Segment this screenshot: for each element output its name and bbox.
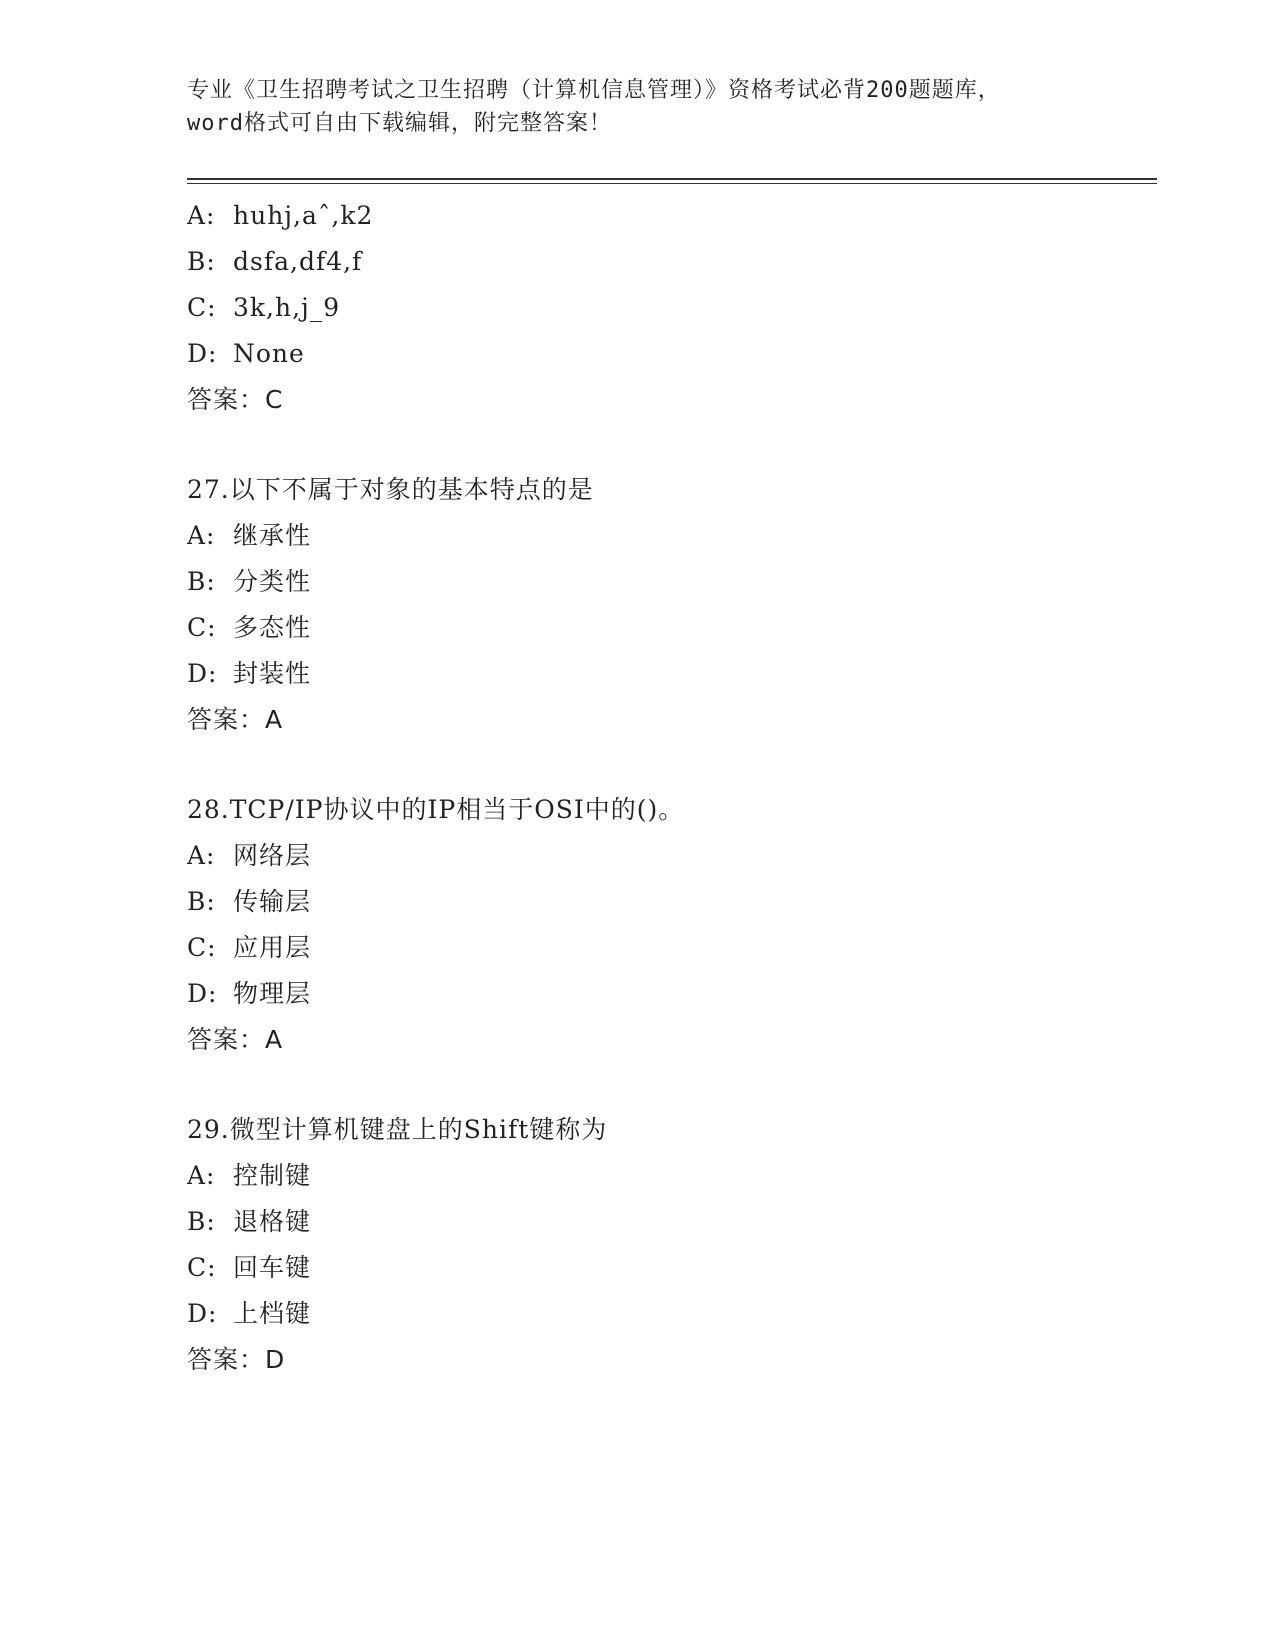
question-list — [187, 193, 1147, 1383]
header-line-2: word格式可自由下载编辑，附完整答案！ — [187, 111, 612, 136]
option-text: 回车键 — [233, 1253, 312, 1282]
answer-line: 答案：A — [187, 705, 284, 734]
option-a: A: 继承性 — [187, 521, 312, 550]
option-text: 退格键 — [233, 1207, 312, 1236]
question-block-29 — [187, 1107, 1147, 1383]
option-d: D: None — [187, 339, 305, 368]
option-d: D: 上档键 — [187, 1299, 312, 1328]
option-b: B: 传输层 — [187, 887, 312, 916]
question-block-28 — [187, 787, 1147, 1063]
header-rule-bottom — [187, 183, 1157, 184]
option-a: A: huhj,aˆ,k2 — [187, 201, 374, 230]
question-block-prev — [187, 193, 1147, 423]
option-text: 多态性 — [233, 613, 312, 642]
question-stem: 29.微型计算机键盘上的Shift键称为 — [187, 1115, 608, 1144]
option-text: 封装性 — [233, 659, 312, 688]
option-text: 应用层 — [233, 933, 312, 962]
option-text: 网络层 — [233, 841, 312, 870]
option-c: C: 3k,h,j_9 — [187, 293, 341, 322]
option-text: 传输层 — [233, 887, 312, 916]
option-text: None — [233, 339, 305, 368]
option-d: D: 物理层 — [187, 979, 312, 1008]
option-c: C: 应用层 — [187, 933, 312, 962]
option-text: 分类性 — [233, 567, 312, 596]
option-text: dsfa,df4,f — [233, 247, 363, 276]
option-text: 控制键 — [233, 1161, 312, 1190]
question-stem: 28.TCP/IP协议中的IP相当于OSI中的()。 — [187, 795, 685, 824]
option-text: 上档键 — [233, 1299, 312, 1328]
option-a: A: 网络层 — [187, 841, 312, 870]
question-block-27 — [187, 467, 1147, 743]
option-text: 3k,h,j_9 — [233, 293, 341, 322]
option-text: 物理层 — [233, 979, 312, 1008]
option-c: C: 回车键 — [187, 1253, 312, 1282]
option-text: huhj,aˆ,k2 — [233, 201, 374, 230]
option-text: 继承性 — [233, 521, 312, 550]
answer-line: 答案：D — [187, 1345, 286, 1374]
header-rule-top — [187, 178, 1157, 180]
answer-line: 答案：C — [187, 385, 284, 414]
option-b: B: dsfa,df4,f — [187, 247, 363, 276]
answer-line: 答案：A — [187, 1025, 284, 1054]
header-line-1: 专业《卫生招聘考试之卫生招聘（计算机信息管理）》资格考试必背200题题库， — [187, 78, 1001, 103]
option-d: D: 封装性 — [187, 659, 312, 688]
option-a: A: 控制键 — [187, 1161, 312, 1190]
option-c: C: 多态性 — [187, 613, 312, 642]
option-b: B: 分类性 — [187, 567, 312, 596]
question-stem: 27.以下不属于对象的基本特点的是 — [187, 475, 594, 504]
option-b: B: 退格键 — [187, 1207, 312, 1236]
document-header — [187, 74, 1087, 140]
